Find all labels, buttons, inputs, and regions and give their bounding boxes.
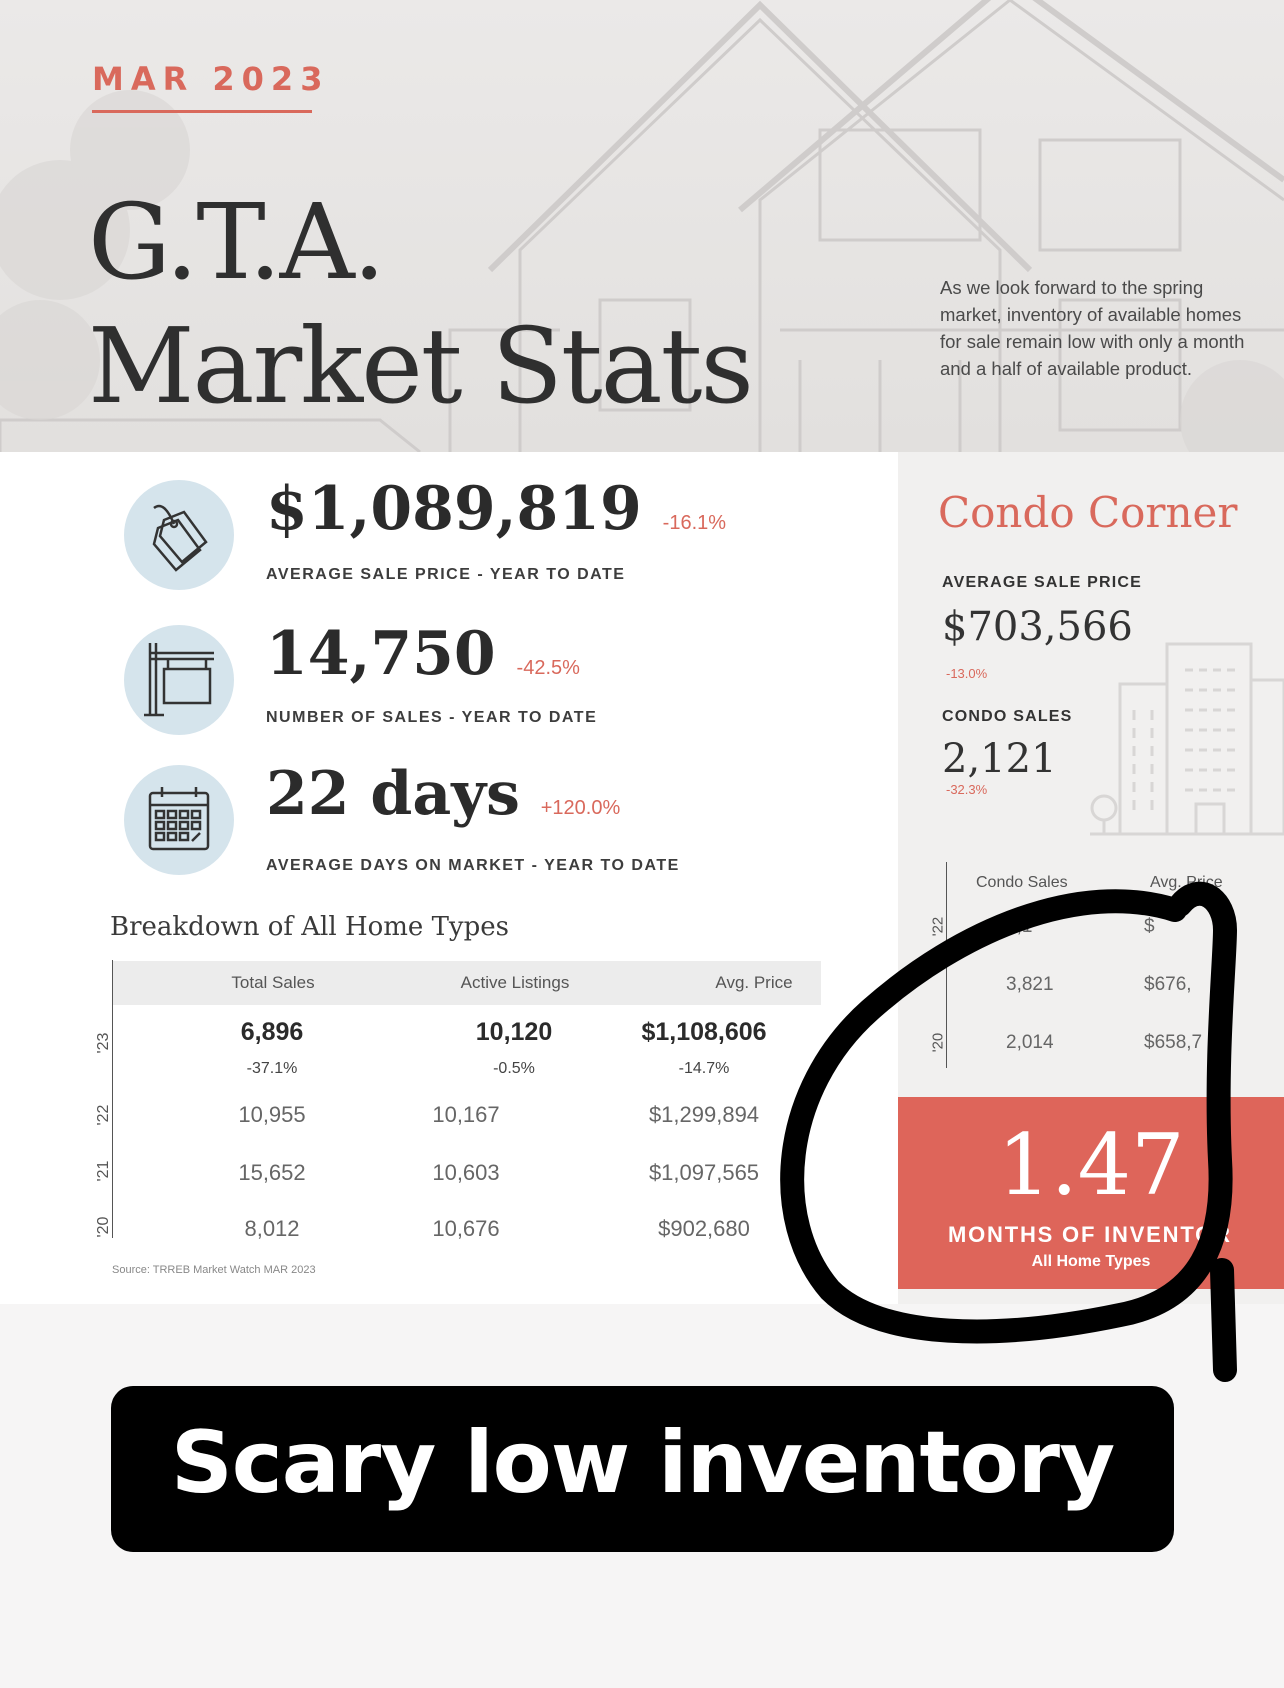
condo-avg-price-label: AVERAGE SALE PRICE: [942, 574, 1142, 591]
table-cell: 10,955: [238, 1102, 306, 1127]
stat-change: -16.1%: [662, 512, 727, 534]
report-month: MAR 2023: [92, 60, 330, 98]
stat-label: NUMBER OF SALES - YEAR TO DATE: [266, 709, 598, 726]
caption-banner: [111, 1386, 1174, 1552]
table-cell: 10,603: [432, 1160, 500, 1185]
condo-sales-label: CONDO SALES: [942, 708, 1073, 725]
table-cell: 10,167: [432, 1102, 500, 1127]
condo-title: Condo Corner: [938, 488, 1238, 537]
breakdown-title: Breakdown of All Home Types: [110, 912, 509, 942]
condo-table-cell: $658,7: [1144, 1032, 1203, 1053]
intro-paragraph: As we look forward to the spring market, inventory of available homes for sale remain low with only a month and a half of available product.: [940, 277, 1245, 379]
condo-row-year: '20: [929, 1032, 947, 1053]
column-header: Avg. Price: [715, 973, 793, 992]
column-header: Active Listings: [460, 973, 570, 992]
condo-avg-price-value: $703,566: [942, 604, 1133, 650]
table-cell-change: -37.1%: [246, 1060, 298, 1077]
caption-text: Scary low inventory: [170, 1413, 1115, 1513]
table-cell: $902,680: [658, 1216, 750, 1241]
column-header: Total Sales: [231, 973, 315, 992]
title-line-2: Market Stats: [88, 305, 752, 427]
title-line-1: G.T.A.: [88, 181, 384, 303]
condo-table-cell: 2,014: [1006, 1032, 1054, 1053]
condo-table-cell: $: [1144, 916, 1155, 937]
condo-column-header: Avg. Price: [1150, 874, 1223, 891]
stat-value: 14,750 -42.5%: [266, 619, 580, 689]
inventory-label: MONTHS OF INVENTOR: [948, 1222, 1232, 1247]
stat-value: 22 days +120.0%: [266, 759, 621, 829]
table-cell-change: -14.7%: [678, 1060, 730, 1077]
table-cell-change: -0.5%: [493, 1060, 535, 1077]
condo-table-cell: 3,1: [1006, 916, 1033, 937]
table-cell: 10,120: [475, 1018, 553, 1046]
stat-label: AVERAGE SALE PRICE - YEAR TO DATE: [266, 566, 626, 583]
stat-change: +120.0%: [540, 797, 621, 819]
table-cell: $1,299,894: [648, 1102, 760, 1127]
row-year: '23: [95, 1032, 112, 1054]
condo-table-cell: 3,821: [1006, 974, 1054, 995]
row-year: '20: [95, 1216, 112, 1238]
table-cell: 6,896: [240, 1018, 304, 1046]
table-cell: $1,108,606: [641, 1018, 767, 1046]
condo-avg-price-change: -13.0%: [946, 666, 988, 681]
source-note: Source: TRREB Market Watch MAR 2023: [112, 1264, 316, 1276]
table-cell: 15,652: [238, 1160, 306, 1185]
condo-table-cell: $676,: [1144, 974, 1192, 995]
condo-sales-value: 2,121: [942, 736, 1057, 782]
stat-change: -42.5%: [516, 657, 580, 679]
condo-column-header: Condo Sales: [976, 874, 1068, 891]
condo-sales-change: -32.3%: [946, 782, 988, 797]
condo-row-year: '22: [929, 916, 947, 937]
stat-label: AVERAGE DAYS ON MARKET - YEAR TO DATE: [266, 857, 680, 874]
table-cell: 8,012: [244, 1216, 300, 1241]
inventory-subtitle: All Home Types: [1031, 1253, 1151, 1270]
table-cell: 10,676: [432, 1216, 500, 1241]
table-cell: $1,097,565: [648, 1160, 760, 1185]
row-year: '22: [95, 1104, 112, 1126]
stat-value: $1,089,819 -16.1%: [266, 474, 727, 544]
row-year: '21: [95, 1160, 112, 1182]
inventory-value: 1.47: [997, 1116, 1185, 1214]
